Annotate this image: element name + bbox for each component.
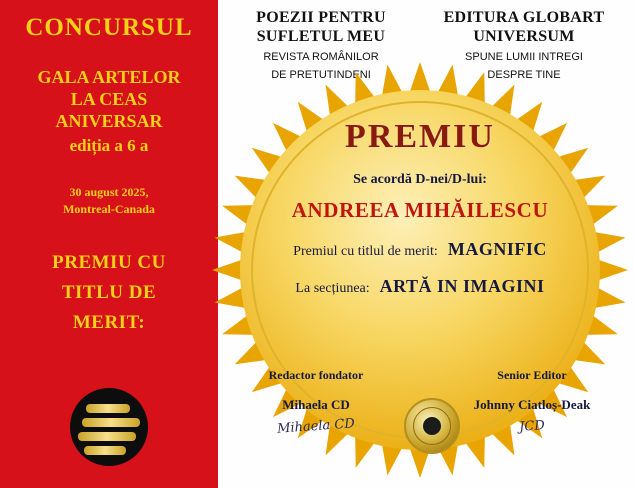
event-name-line1: GALA ARTELOR bbox=[37, 67, 181, 87]
award-type-line3: MERIT: bbox=[72, 312, 146, 333]
recipient-name: ANDREEA MIHĂILESCU bbox=[291, 198, 549, 222]
handwritten-signature-left: Mihaela CD bbox=[276, 416, 356, 437]
certificate-body bbox=[212, 118, 628, 297]
merit-value: MAGNIFIC bbox=[447, 239, 547, 259]
award-type-heading bbox=[0, 248, 218, 338]
publication-title-line1: POEZII PENTRU bbox=[256, 9, 386, 26]
merit-row bbox=[212, 239, 628, 260]
event-date-location bbox=[0, 184, 218, 218]
gold-round-seal-icon bbox=[404, 398, 460, 454]
granted-to-label: Se acordă D-nei/D-lui: bbox=[353, 172, 487, 187]
section-label: La secțiunea: bbox=[295, 281, 370, 296]
seal-core bbox=[423, 417, 441, 435]
publisher-title-line1: EDITURA GLOBART bbox=[443, 9, 605, 26]
publisher-subtitle-line1: SPUNE LUMII INTREGI bbox=[465, 51, 583, 63]
signature-role-right: Senior Editor bbox=[497, 368, 567, 382]
logo-stripe bbox=[86, 404, 130, 413]
publication-subtitle-line2: DE PRETUTINDENI bbox=[271, 69, 371, 81]
handwritten-signature-right: JCD bbox=[518, 418, 546, 435]
publisher-subtitle-line2: DESPRE TINE bbox=[487, 69, 561, 81]
signature-block-left bbox=[236, 368, 396, 437]
event-name-line2: LA CEAS bbox=[70, 89, 148, 109]
event-location: Montreal-Canada bbox=[63, 202, 155, 216]
event-name bbox=[0, 66, 218, 132]
signature-name-right: Johnny Ciatloș-Deak bbox=[473, 397, 591, 412]
edition-label: ediția a 6 a bbox=[69, 136, 149, 155]
signature-area bbox=[224, 368, 624, 478]
logo-circle bbox=[70, 388, 148, 466]
contest-heading: CONCURSUL bbox=[25, 14, 193, 41]
event-date: 30 august 2025, bbox=[69, 185, 149, 199]
logo-stripe bbox=[82, 418, 140, 427]
event-name-line3: ANIVERSAR bbox=[55, 111, 163, 131]
signature-block-right bbox=[452, 368, 612, 434]
logo-stripe bbox=[78, 432, 136, 441]
medallion-logo-icon bbox=[70, 388, 148, 466]
signature-name-left: Mihaela CD bbox=[282, 397, 350, 412]
section-value: ARTĂ IN IMAGINI bbox=[379, 276, 545, 296]
left-red-panel bbox=[0, 0, 218, 488]
award-type-line1: PREMIU CU bbox=[52, 252, 166, 273]
publication-subtitle-line1: REVISTA ROMÂNILOR bbox=[263, 51, 379, 63]
award-title: PREMIU bbox=[345, 118, 495, 155]
merit-label: Premiul cu titlul de merit: bbox=[293, 244, 438, 259]
publication-title-line2: SUFLETUL MEU bbox=[256, 28, 386, 45]
signature-role-left: Redactor fondator bbox=[268, 368, 364, 382]
award-type-line2: TITLU DE bbox=[61, 282, 157, 303]
logo-stripe bbox=[84, 446, 126, 455]
publisher-title-line2: UNIVERSUM bbox=[473, 28, 575, 45]
section-row bbox=[212, 276, 628, 297]
